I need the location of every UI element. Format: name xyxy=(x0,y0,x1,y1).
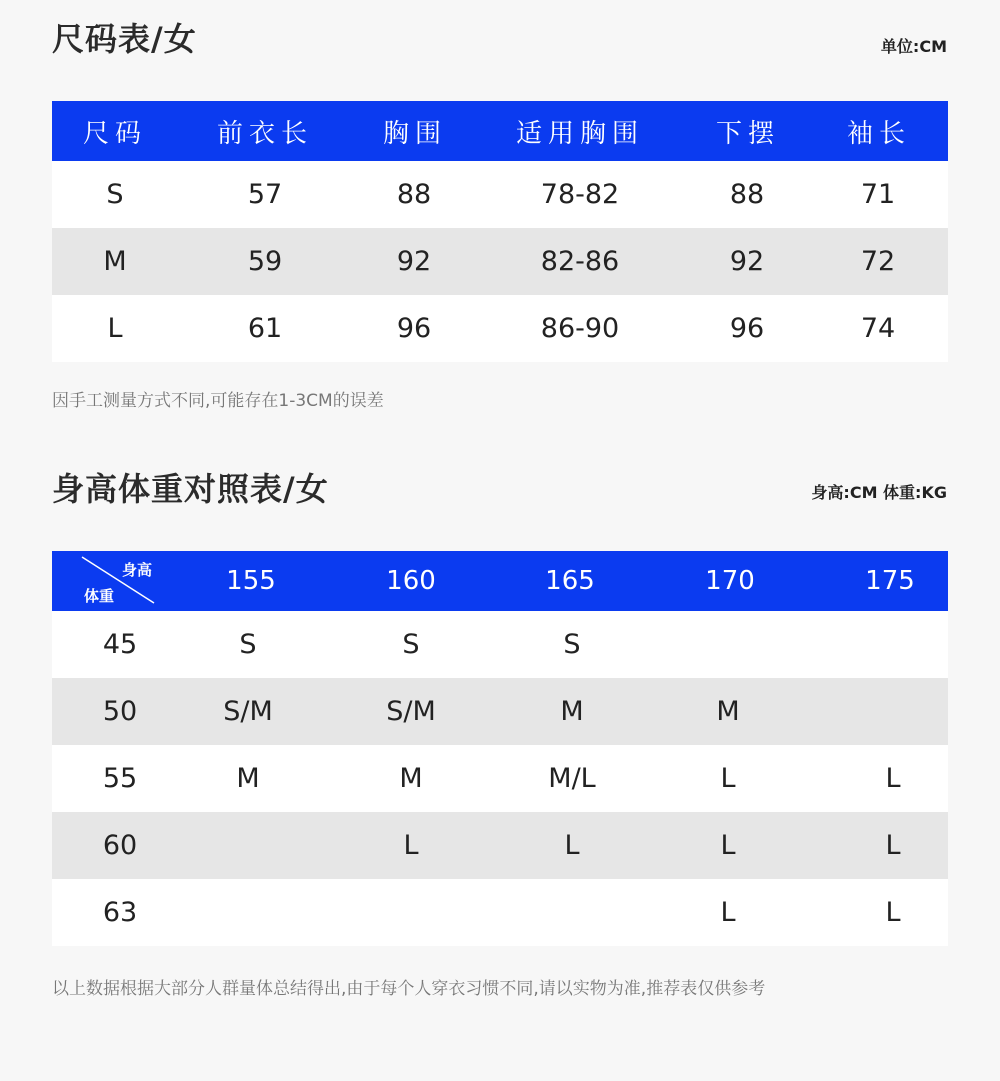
table-row xyxy=(52,611,948,678)
height-weight-title: 身高体重对照表/女 xyxy=(52,470,329,508)
height-155: 155 xyxy=(226,566,276,596)
cell: L xyxy=(885,763,901,794)
height-weight-table xyxy=(52,551,948,946)
cell: 88 xyxy=(396,179,432,210)
cell: M xyxy=(560,696,584,727)
cell: S/M xyxy=(386,696,436,727)
weight-cell: 63 xyxy=(102,897,138,928)
size-chart-table xyxy=(52,101,948,362)
size-chart-note: 因手工测量方式不同,可能存在1-3CM的误差 xyxy=(52,391,384,411)
cell: L xyxy=(403,830,419,861)
height-170: 170 xyxy=(705,566,755,596)
weight-cell: 50 xyxy=(102,696,138,727)
cell: 61 xyxy=(247,313,283,344)
cell: L xyxy=(885,897,901,928)
cell: M xyxy=(236,763,260,794)
header-front-length: 前衣长 xyxy=(216,118,314,149)
table-row xyxy=(52,161,948,228)
table-row xyxy=(52,812,948,879)
corner-weight-label: 体重 xyxy=(84,587,115,605)
table-row xyxy=(52,228,948,295)
cell: 96 xyxy=(396,313,432,344)
height-175: 175 xyxy=(865,566,915,596)
cell: M xyxy=(716,696,740,727)
cell: 59 xyxy=(247,246,283,277)
height-weight-header-row xyxy=(52,551,948,611)
cell: L xyxy=(720,830,736,861)
cell: M xyxy=(103,246,127,277)
cell: 71 xyxy=(860,179,896,210)
cell: S/M xyxy=(223,696,273,727)
size-chart-unit: 单位:CM xyxy=(880,37,947,56)
cell: 82-86 xyxy=(540,246,620,277)
weight-cell: 45 xyxy=(102,629,138,660)
height-weight-note: 以上数据根据大部分人群量体总结得出,由于每个人穿衣习惯不同,请以实物为准,推荐表仅供参考 xyxy=(52,979,766,999)
corner-header xyxy=(52,551,187,611)
header-fit-chest: 适用胸围 xyxy=(515,118,645,149)
cell: 74 xyxy=(860,313,896,344)
cell: L xyxy=(885,830,901,861)
cell: S xyxy=(402,629,420,660)
cell: 96 xyxy=(729,313,765,344)
table-row xyxy=(52,678,948,745)
header-hem: 下摆 xyxy=(715,118,781,149)
cell: M xyxy=(399,763,423,794)
size-chart-header-row xyxy=(52,101,948,161)
corner-height-label: 身高 xyxy=(122,561,153,579)
header-sleeve: 袖长 xyxy=(846,118,912,149)
height-weight-unit: 身高:CM 体重:KG xyxy=(811,483,947,502)
cell: 88 xyxy=(729,179,765,210)
cell: S xyxy=(106,179,124,210)
cell: L xyxy=(564,830,580,861)
height-160: 160 xyxy=(386,566,436,596)
table-row xyxy=(52,745,948,812)
cell: L xyxy=(107,313,123,344)
cell: 86-90 xyxy=(540,313,620,344)
cell: S xyxy=(239,629,257,660)
cell: L xyxy=(720,763,736,794)
table-row xyxy=(52,879,948,946)
table-row xyxy=(52,295,948,362)
cell: 92 xyxy=(729,246,765,277)
cell: S xyxy=(563,629,581,660)
cell: M/L xyxy=(548,763,596,794)
cell: 57 xyxy=(247,179,283,210)
weight-cell: 60 xyxy=(102,830,138,861)
cell: 78-82 xyxy=(540,179,620,210)
size-chart-title: 尺码表/女 xyxy=(52,20,197,58)
height-165: 165 xyxy=(545,566,595,596)
diagonal-line xyxy=(52,551,187,611)
header-size: 尺码 xyxy=(82,118,148,149)
cell: 92 xyxy=(396,246,432,277)
header-chest: 胸围 xyxy=(382,118,448,149)
weight-cell: 55 xyxy=(102,763,138,794)
cell: 72 xyxy=(860,246,896,277)
cell: L xyxy=(720,897,736,928)
